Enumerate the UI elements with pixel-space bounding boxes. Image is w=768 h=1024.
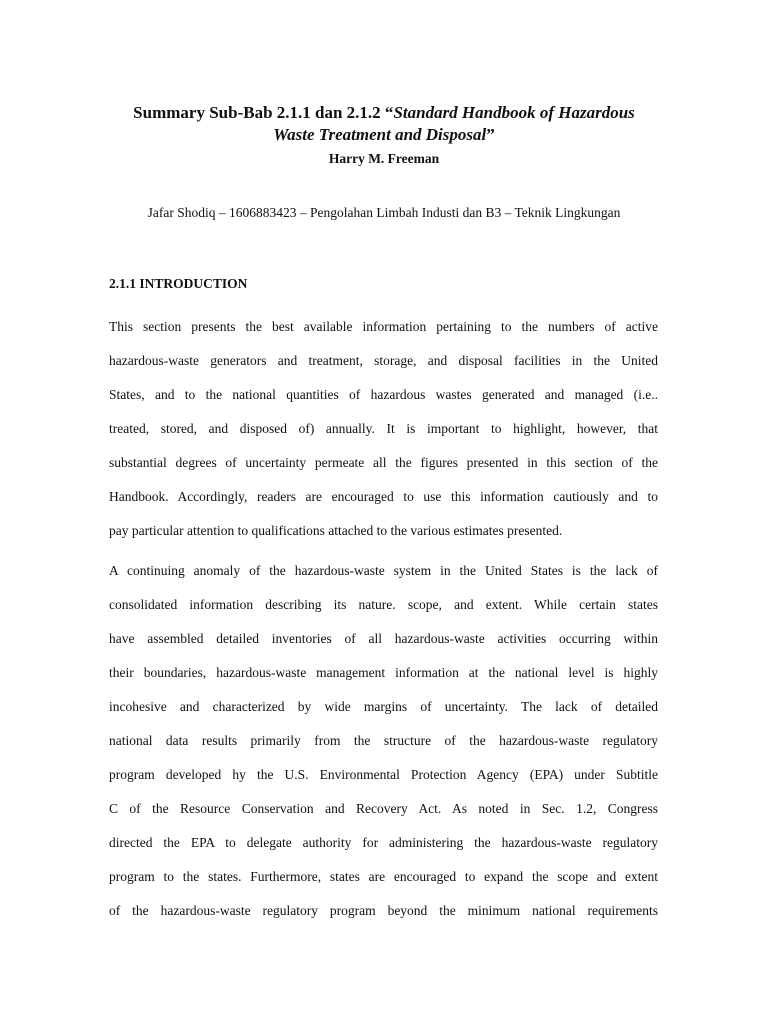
title-italic-line-2: Waste Treatment and Disposal: [273, 125, 487, 144]
paragraph-line: States, and to the national quantities of hazardous wastes generated and managed (i.e..: [109, 387, 658, 402]
paragraph-line: directed the EPA to delegate authority for administering the hazardous-waste regulatory: [109, 835, 658, 850]
paragraph-line: Handbook. Accordingly, readers are encouraged to use this information cautiously and to: [109, 489, 658, 504]
paragraph-line: incohesive and characterized by wide margins of uncertainty. The lack of detailed: [109, 699, 658, 714]
paragraph-line: A continuing anomaly of the hazardous-waste system in the United States is the lack of: [109, 563, 658, 578]
paragraph-anomaly: [109, 554, 658, 928]
paragraph-line: have assembled detailed inventories of all hazardous-waste activities occurring within: [109, 631, 658, 646]
title-italic-line-1: Standard Handbook of Hazardous: [393, 103, 635, 122]
student-info-line: Jafar Shodiq – 1606883423 – Pengolahan Limbah Industi dan B3 – Teknik Lingkungan: [147, 205, 621, 220]
paragraph-line: pay particular attention to qualifications attached to the various estimates presented.: [109, 523, 563, 538]
paragraph-line: hazardous-waste generators and treatment, storage, and disposal facilities in the United: [109, 353, 658, 368]
author-name: Harry M. Freeman: [328, 151, 440, 166]
paragraph-line: of the hazardous-waste regulatory program beyond the minimum national requirements: [109, 903, 658, 918]
paragraph-line: This section presents the best available information pertaining to the numbers of active: [109, 319, 658, 334]
section-heading: 2.1.1 INTRODUCTION: [109, 276, 248, 291]
paragraph-line: consolidated information describing its nature. scope, and extent. While certain states: [109, 597, 658, 612]
paragraph-line: substantial degrees of uncertainty permeate all the figures presented in this section of the: [109, 455, 658, 470]
paragraph-line: their boundaries, hazardous-waste management information at the national level is highly: [109, 665, 658, 680]
paragraph-line: program developed hy the U.S. Environmental Protection Agency (EPA) under Subtitle: [109, 767, 658, 782]
title-suffix: ”: [486, 125, 495, 144]
document-title: [80, 102, 688, 146]
paragraph-introduction: [109, 310, 658, 548]
paragraph-line: treated, stored, and disposed of) annually. It is important to highlight, however, that: [109, 421, 658, 436]
paragraph-line: C of the Resource Conservation and Recovery Act. As noted in Sec. 1.2, Congress: [109, 801, 658, 816]
paragraph-line: program to the states. Furthermore, states are encouraged to expand the scope and extent: [109, 869, 658, 884]
paragraph-line: national data results primarily from the structure of the hazardous-waste regulatory: [109, 733, 658, 748]
title-prefix: Summary Sub-Bab 2.1.1 dan 2.1.2 “: [133, 103, 394, 122]
